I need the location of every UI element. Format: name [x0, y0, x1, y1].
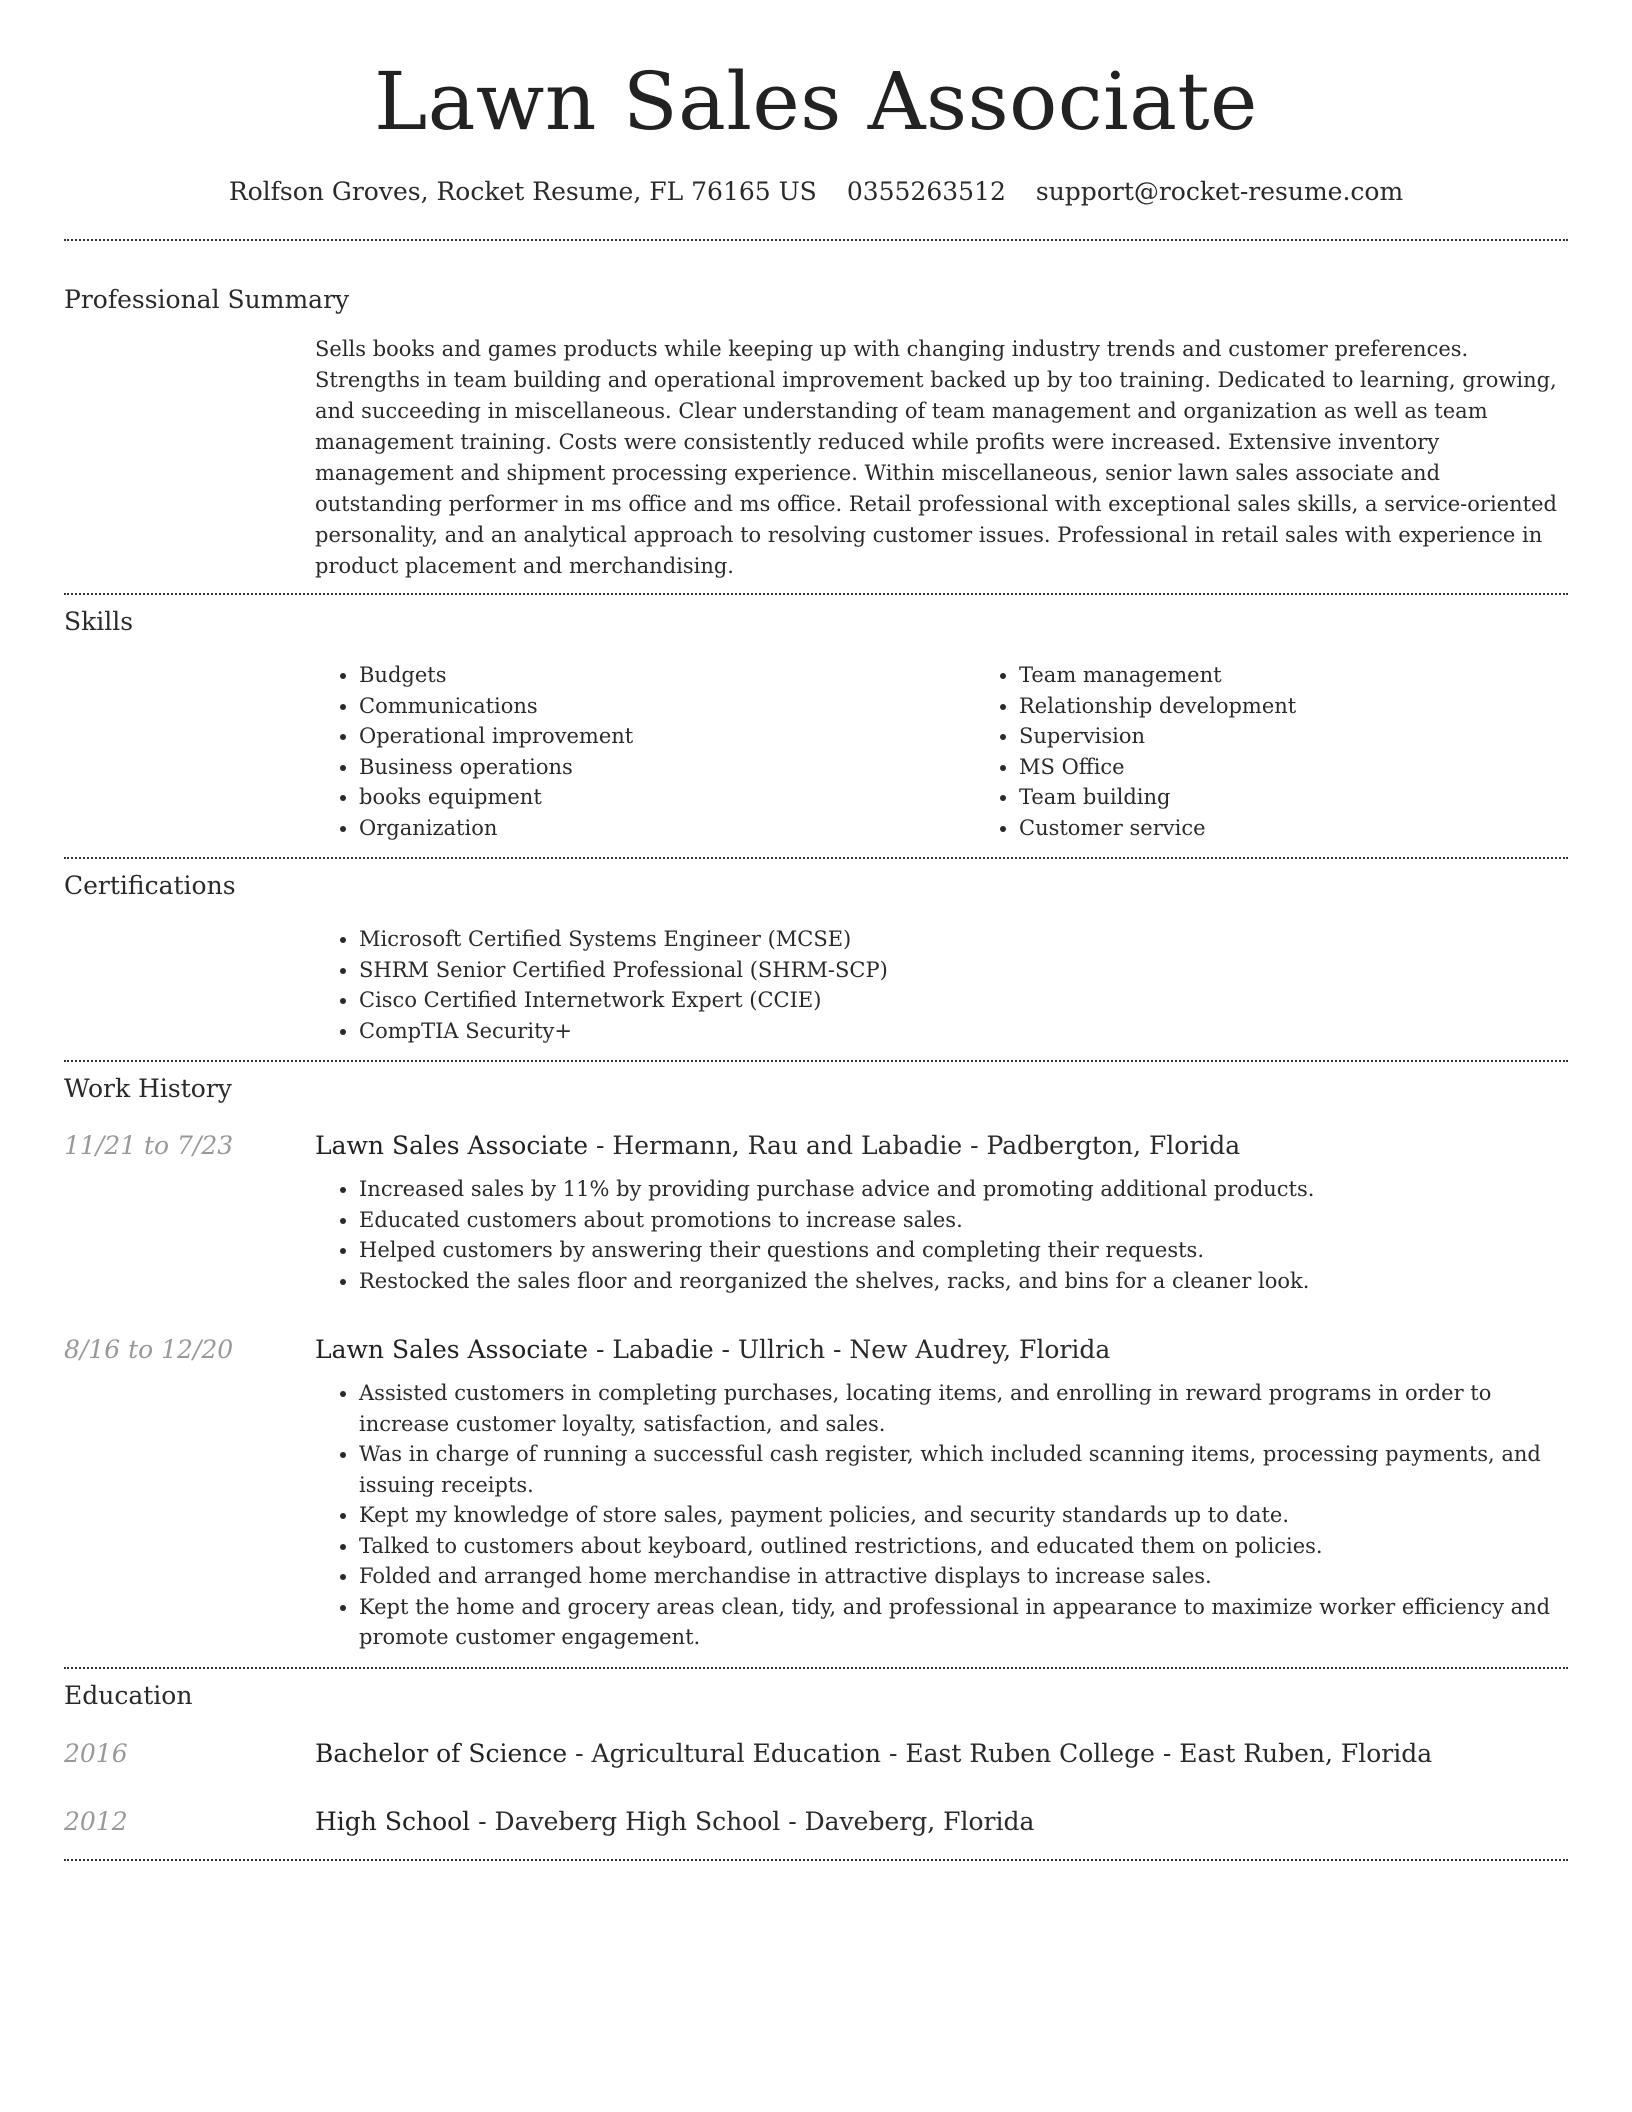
job-duty: • Helped customers by answering their questions and completing their requests.	[359, 1235, 1568, 1266]
job-header	[64, 1334, 1568, 1366]
certifications-list	[315, 924, 1568, 1046]
skills-section	[64, 595, 1568, 843]
skill-item: • Team building	[1019, 782, 1632, 813]
education-year: 2016	[64, 1738, 128, 1768]
education-details: - Agricultural Education - East Ruben College - East Ruben, Florida	[567, 1738, 1433, 1768]
job-details: - Labadie - Ullrich - New Audrey, Florida	[588, 1335, 1111, 1364]
job-duty: • Educated customers about promotions to increase sales.	[359, 1205, 1568, 1236]
education-year: 2012	[64, 1806, 128, 1836]
job-duty: • Kept my knowledge of store sales, payment policies, and security standards up to date.	[359, 1500, 1568, 1531]
skill-item: • Team management	[1019, 660, 1632, 691]
education-section	[64, 1669, 1568, 1838]
education-entry	[64, 1738, 1568, 1770]
skill-item: • Relationship development	[1019, 691, 1632, 722]
education-title-line	[315, 1806, 1034, 1838]
skills-columns	[315, 660, 1568, 843]
job-header	[64, 1130, 1568, 1162]
job-dates: 11/21 to 7/23	[64, 1131, 234, 1160]
education-degree: High School	[315, 1806, 471, 1836]
skill-item: • Supervision	[1019, 721, 1632, 752]
contact-line	[64, 176, 1568, 208]
job-duties	[315, 1174, 1568, 1296]
job-title-line	[315, 1334, 1110, 1366]
certifications-section	[64, 859, 1568, 1046]
skills-list-right	[975, 660, 1632, 843]
job-duty: • Restocked the sales floor and reorganized the shelves, racks, and bins for a cleaner look.	[359, 1266, 1568, 1297]
skill-item: • MS Office	[1019, 752, 1632, 783]
skill-item: • books equipment	[359, 782, 975, 813]
summary-text: Sells books and games products while keeping up with changing industry trends and customer preferences. Strengths in team building and operational improvement backed up by too training. Dedicated to learning, growing, and succeeding in miscellaneous. Clear understanding of team management and organization as well as team management training. Costs were consistently reduced while profits were increased. Extensive inventory management and shipment processing experience. Within miscellaneous, senior lawn sales associate and outstanding performer in ms office and ms office. Retail professional with exceptional sales skills, a service-oriented personality, and an analytical approach to resolving customer issues. Professional in retail sales with experience in product placement and merchandising.	[315, 337, 1557, 578]
certification-item: • SHRM Senior Certified Professional (SHRM-SCP)	[359, 955, 1568, 986]
certifications-title: Certifications	[64, 871, 236, 900]
job-duty: • Assisted customers in completing purchases, locating items, and enrolling in reward programs in order to increase customer loyalty, satisfaction, and sales.	[359, 1378, 1568, 1439]
resume-name: Lawn Sales Associate	[374, 55, 1258, 148]
contact-email: support@rocket-resume.com	[1035, 177, 1404, 206]
job-entry	[64, 1334, 1568, 1653]
education-title-line	[315, 1738, 1432, 1770]
job-entry	[64, 1130, 1568, 1296]
job-details: - Hermann, Rau and Labadie - Padbergton, Florida	[588, 1131, 1241, 1160]
job-dates: 8/16 to 12/20	[64, 1335, 234, 1364]
work-title: Work History	[64, 1074, 232, 1103]
job-role: Lawn Sales Associate	[315, 1131, 589, 1160]
certifications-content	[315, 924, 1568, 1046]
job-title-line	[315, 1130, 1240, 1162]
job-duty: • Kept the home and grocery areas clean, tidy, and professional in appearance to maximize worker efficiency and promote customer engagement.	[359, 1592, 1568, 1653]
education-details: - Daveberg High School - Daveberg, Florida	[470, 1806, 1035, 1836]
job-duty: • Talked to customers about keyboard, outlined restrictions, and educated them on policies.	[359, 1531, 1568, 1562]
job-role: Lawn Sales Associate	[315, 1335, 589, 1364]
skills-title: Skills	[64, 607, 134, 636]
job-duties	[315, 1378, 1568, 1653]
education-degree: Bachelor of Science	[315, 1738, 568, 1768]
job-duty: • Increased sales by 11% by providing purchase advice and promoting additional products.	[359, 1174, 1568, 1205]
skill-item: • Customer service	[1019, 813, 1632, 844]
certification-item: • Microsoft Certified Systems Engineer (MCSE)	[359, 924, 1568, 955]
section-divider	[64, 1859, 1568, 1861]
certification-item: • Cisco Certified Internetwork Expert (CCIE)	[359, 985, 1568, 1016]
job-duty: • Folded and arranged home merchandise in attractive displays to increase sales.	[359, 1561, 1568, 1592]
work-section	[64, 1062, 1568, 1653]
summary-title: Professional Summary	[64, 285, 350, 314]
contact-address: Rolfson Groves, Rocket Resume, FL 76165 US	[228, 177, 817, 206]
summary-section	[64, 241, 1568, 582]
skills-list-left	[315, 660, 975, 843]
education-entry	[64, 1806, 1568, 1838]
skill-item: • Budgets	[359, 660, 975, 691]
certification-item: • CompTIA Security+	[359, 1016, 1568, 1047]
skill-item: • Business operations	[359, 752, 975, 783]
skill-item: • Organization	[359, 813, 975, 844]
education-title: Education	[64, 1680, 193, 1710]
skill-item: • Operational improvement	[359, 721, 975, 752]
job-duty: • Was in charge of running a successful cash register, which included scanning items, processing payments, and issuing receipts.	[359, 1439, 1568, 1500]
skill-item: • Communications	[359, 691, 975, 722]
job-duties-list	[315, 1174, 1568, 1296]
job-duties-list	[315, 1378, 1568, 1653]
contact-phone: 0355263512	[846, 177, 1006, 206]
